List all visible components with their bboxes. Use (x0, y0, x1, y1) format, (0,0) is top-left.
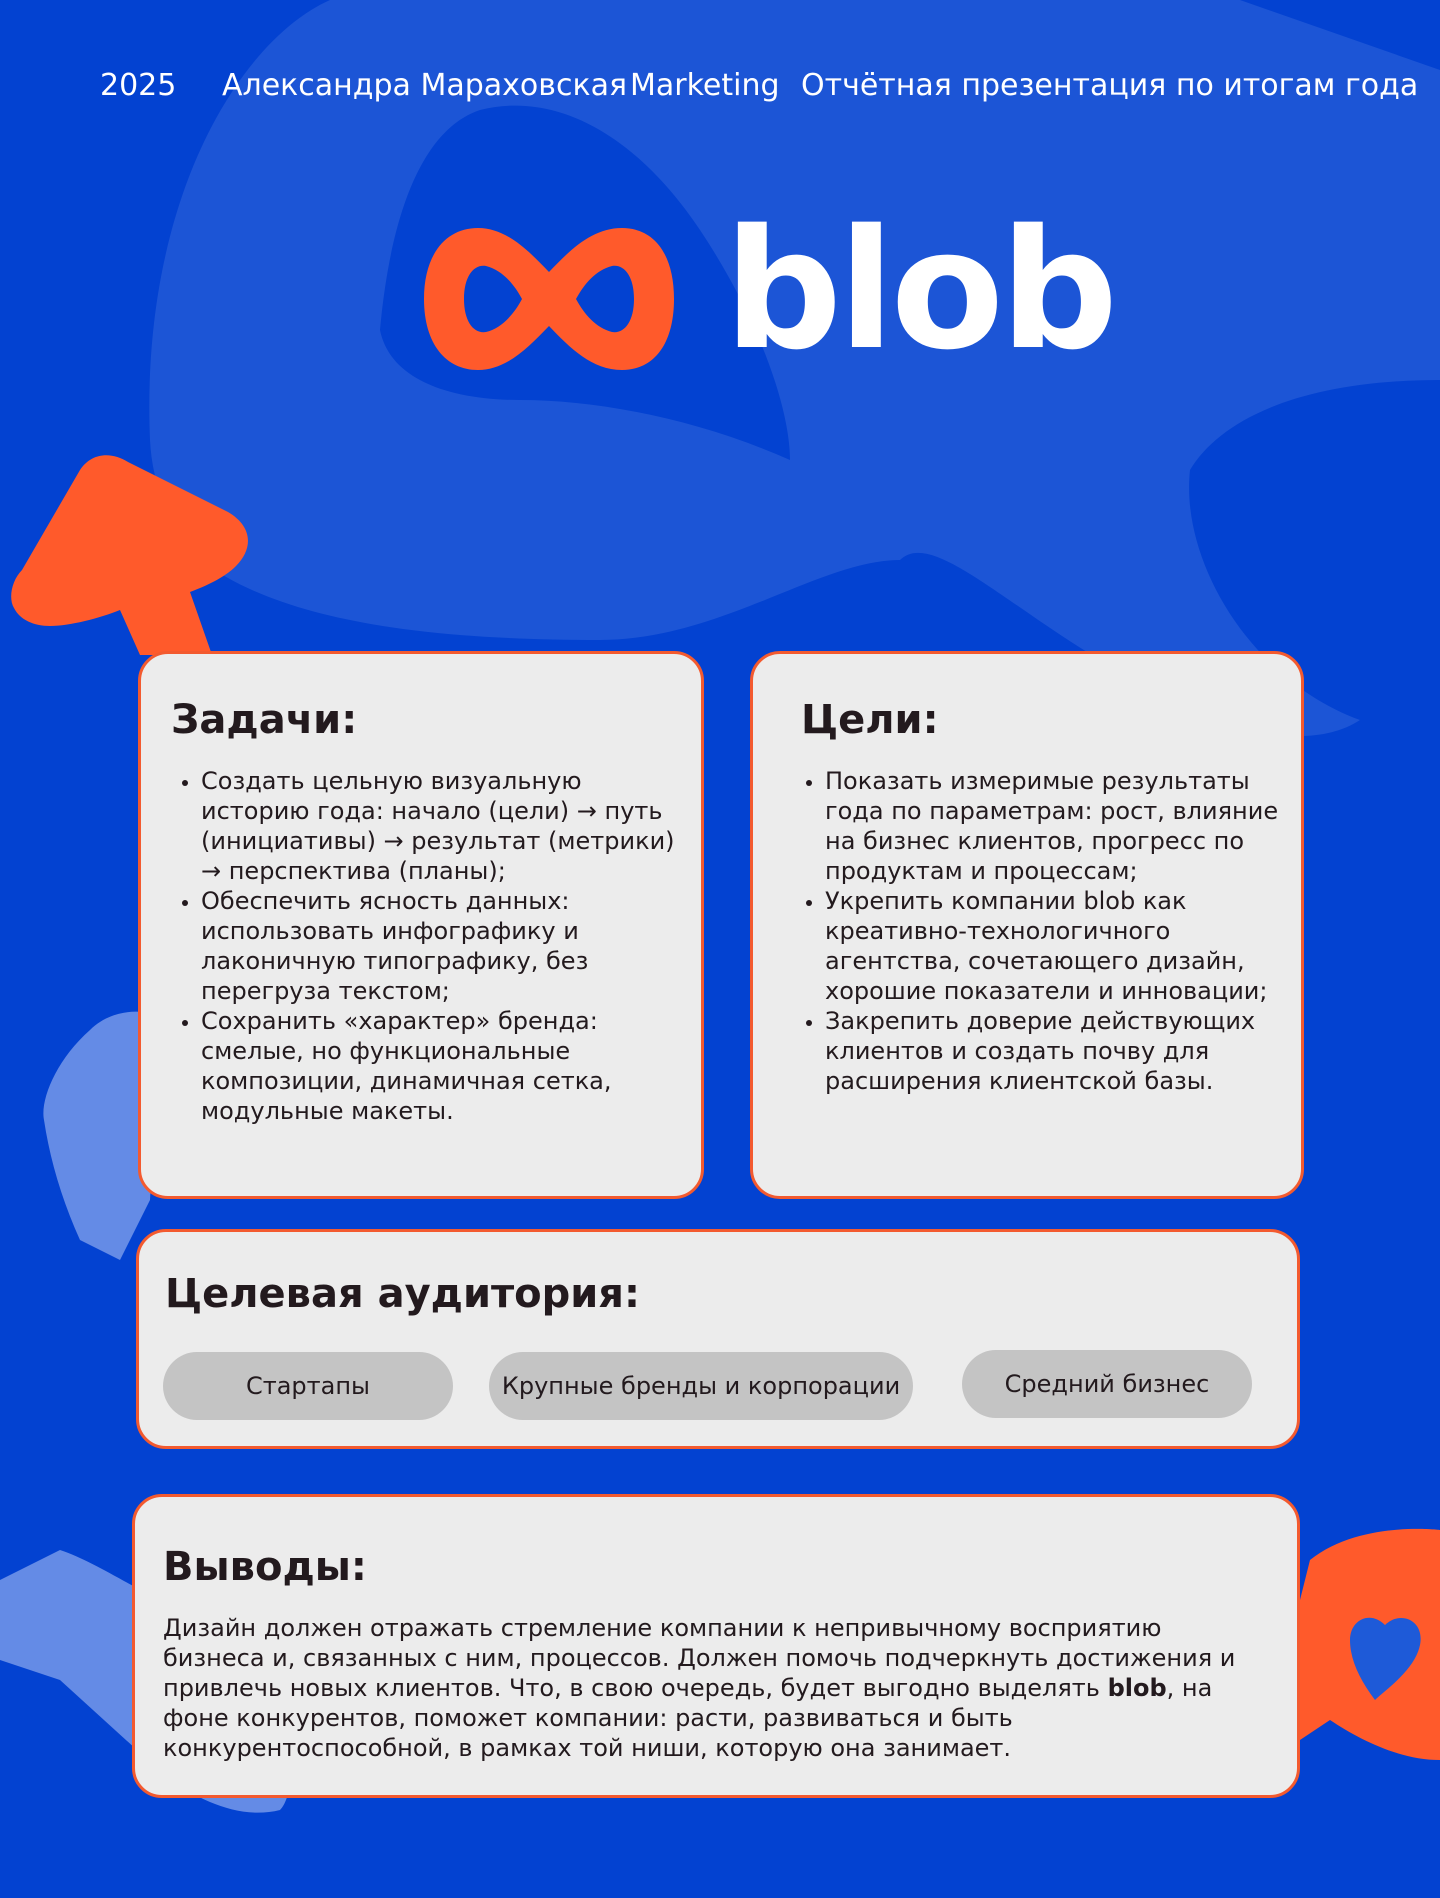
audience-card (136, 1229, 1300, 1449)
conclusions-brand-bold: blob (1107, 1674, 1167, 1702)
list-item: • Создать цельную визуальную историю года: начало (цели) → путь (инициативы) → результат (метрики) → перспектива (планы); (201, 766, 691, 886)
list-item: • Обеспечить ясность данных: использовать инфографику и лаконичную типографику, без перегруза текстом; (201, 886, 691, 1006)
goals-list (795, 766, 1295, 1096)
conclusions-heading: Выводы: (163, 1544, 367, 1590)
header-presentation-title: Отчётная презентация по итогам года (801, 68, 1419, 103)
tasks-card (138, 651, 704, 1199)
tasks-list (171, 766, 691, 1126)
header-department: Marketing (630, 68, 780, 103)
audience-heading: Целевая аудитория: (165, 1271, 640, 1317)
logo-wordmark: blob (724, 194, 1115, 386)
goals-card (750, 651, 1304, 1199)
conclusions-text (163, 1613, 1263, 1763)
conclusions-text-start: Дизайн должен отражать стремление компании к непривычному восприятию бизнеса и, связанных с ним, процессов. Должен помочь подчеркнуть достижения и привлечь новых клиентов. Что, в свою очередь, будет выгодно выделять (163, 1614, 1236, 1702)
list-item: • Показать измеримые результаты года по параметрам: рост, влияние на бизнес клиентов, прогресс по продуктам и процессам; (825, 766, 1295, 886)
audience-chip-medium-business: Средний бизнес (962, 1350, 1252, 1418)
list-item: • Укрепить компании blob как креативно-технологичного агентства, сочетающего дизайн, хорошие показатели и инновации; (825, 886, 1295, 1006)
tasks-heading: Задачи: (171, 697, 358, 743)
conclusions-text-end: , на фоне конкурентов, поможет компании: расти, развиваться и быть конкурентоспособной, в рамках той ниши, которую она занимает. (163, 1674, 1213, 1762)
infinity-bow-icon (416, 224, 682, 374)
conclusions-card (132, 1494, 1300, 1798)
header-bar (0, 68, 1440, 108)
header-author: Александра Мараховская (222, 68, 627, 103)
audience-chip-startups: Стартапы (163, 1352, 453, 1420)
audience-chip-brands: Крупные бренды и корпорации (489, 1352, 913, 1420)
list-item: • Закрепить доверие действующих клиентов и создать почву для расширения клиентской базы. (825, 1006, 1295, 1096)
goals-heading: Цели: (801, 697, 939, 743)
header-year: 2025 (100, 68, 177, 103)
list-item: • Сохранить «характер» бренда: смелые, но функциональные композиции, динамичная сетка, модульные макеты. (201, 1006, 691, 1126)
